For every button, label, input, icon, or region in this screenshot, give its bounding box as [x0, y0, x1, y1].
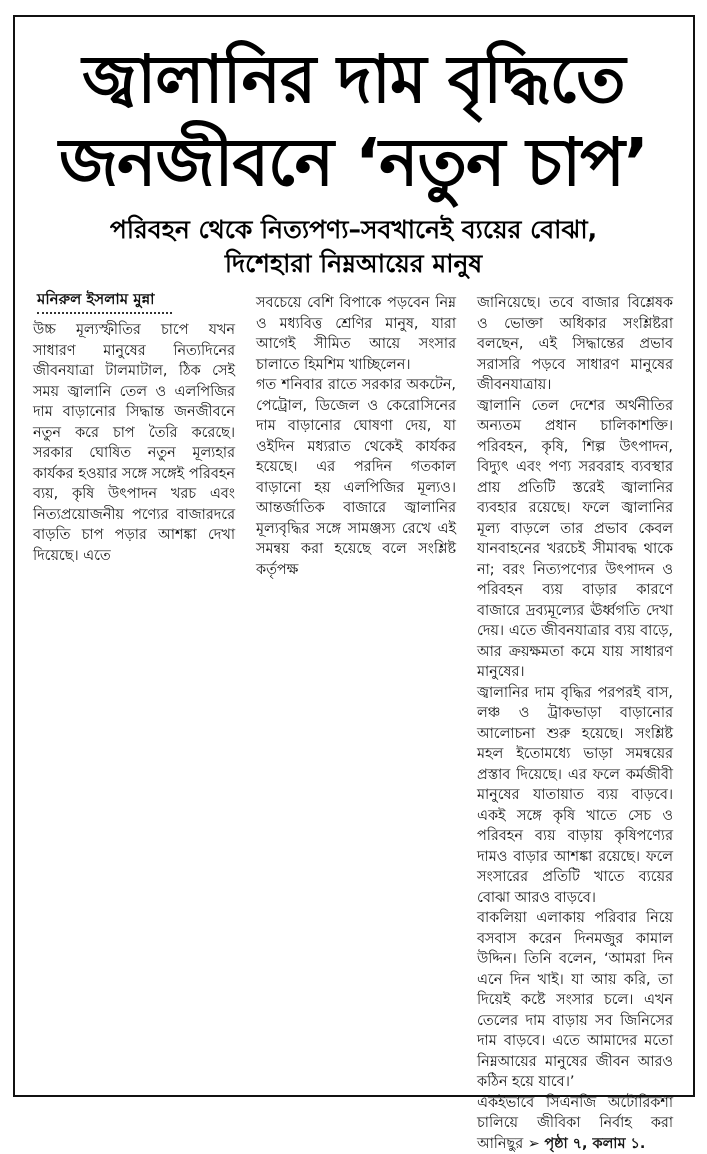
arrow-right-icon: ➢ — [528, 1136, 540, 1152]
byline: মনিরুল ইসলাম মুন্না — [37, 289, 172, 314]
paragraph: জানিয়েছে। তবে বাজার বিশ্লেষক ও ভোক্তা অধিকার সংশ্লিষ্টরা বলছেন, এই সিদ্ধান্তের প্রভাব সরাসরি পড়বে সাধারণ মানুষের জীবনযাত্রায়। — [477, 293, 673, 396]
continued-on-page-link[interactable]: পৃষ্ঠা ৭, কলাম ১. — [544, 1136, 645, 1152]
paragraph: গত শনিবার রাতে সরকার অকটেন, পেট্রোল, ডিজেল ও কেরোসিনের দাম বাড়ানোর ঘোষণা দেয়, যা ওইদিন মধ্যরাত থেকেই কার্যকর হয়েছে। এর পরদিন গতকাল বাড়ানো হয় এলপিজির মূল্যও। আন্তর্জাতিক বাজারে জ্বালানির মূল্যবৃদ্ধির সঙ্গে সামঞ্জস্য রেখে এই সমন্বয় করা হয়েছে বলে সংশ্লিষ্ট কর্তৃপক্ষ — [256, 375, 456, 580]
paragraph: একইভাবে সিএনজি অটোরিকশা চালিয়ে জীবিকা নির্বাহ করা আনিছুর — [477, 1095, 673, 1152]
paragraph: বাকলিয়া এলাকায় পরিবার নিয়ে বসবাস করেন দিনমজুর কামাল উদ্দিন। তিনি বলেন, ‘আমরা দিন এনে দিন খাই। যা আয় করি, তা দিয়েই কষ্টে সংসার চলে। এখন তেলের দাম বাড়ায় সব জিনিসের দাম বাড়বে। এতে আমাদের মতো নিম্নআয়ের মানুষের জীবন আরও কঠিন হয়ে যাবে।’ — [477, 908, 673, 1093]
paragraph-with-jump — [477, 1093, 673, 1154]
paragraph: জ্বালানির দাম বৃদ্ধির পরপরই বাস, লঞ্চ ও ট্রাকভাড়া বাড়ানোর আলোচনা শুরু হয়েছে। সংশ্লিষ্ট মহল ইতোমধ্যে ভাড়া সমন্বয়ের প্রস্তাব দিয়েছে। এর ফলে কর্মজীবী মানুষের যাতায়াত ব্যয় বাড়বে। একই সঙ্গে কৃষি খাতে সেচ ও পরিবহন ব্যয় বাড়ায় কৃষিপণ্যের দামও বাড়ার আশঙ্কা রয়েছে। ফলে সংসারের প্রতিটি খাতে ব্যয়ের বোঝা আরও বাড়বে। — [477, 683, 673, 909]
subheadline-line-2: দিশেহারা নিম্নআয়ের মানুষ — [0, 249, 707, 279]
article-column-3 — [477, 293, 673, 1154]
paragraph: সবচেয়ে বেশি বিপাকে পড়বেন নিম্ন ও মধ্যবিত্ত শ্রেণির মানুষ, যারা আগেই সীমিত আয়ে সংসার চালাতে হিমশিম খাচ্ছিলেন। — [256, 293, 456, 375]
headline-line-1: জ্বালানির দাম বৃদ্ধিতে — [0, 40, 707, 120]
article-column-2 — [256, 293, 456, 580]
subheadline-line-1: পরিবহন থেকে নিত্যপণ্য–সবখানেই ব্যয়ের বোঝা, — [0, 215, 707, 245]
headline-line-2: জনজীবনে ‘নতুন চাপ’ — [0, 123, 707, 203]
paragraph: উচ্চ মূল্যস্ফীতির চাপে যখন সাধারণ মানুষের নিত্যদিনের জীবনযাত্রা টালমাটাল, ঠিক সেই সময় জ্বালানি তেল ও এলপিজির দাম বাড়ানোর সিদ্ধান্ত জনজীবনে নতুন করে চাপ তৈরি করেছে। সরকার ঘোষিত নতুন মূল্যহার কার্যকর হওয়ার সঙ্গে সঙ্গেই পরিবহন ব্যয়, কৃষি উৎপাদন খরচ এবং নিত্যপ্রয়োজনীয় পণ্যের বাজারদরে বাড়তি চাপ পড়ার আশঙ্কা দেখা দিয়েছে। এতে — [33, 320, 235, 566]
paragraph: জ্বালানি তেল দেশের অর্থনীতির অন্যতম প্রধান চালিকাশক্তি। পরিবহন, কৃষি, শিল্প উৎপাদন, বিদ্যুৎ এবং পণ্য সরবরাহ ব্যবস্থার প্রায় প্রতিটি স্তরেই জ্বালানির ব্যবহার রয়েছে। ফলে জ্বালানির মূল্য বাড়লে তার প্রভাব কেবল যানবাহনের খরচেই সীমাবদ্ধ থাকে না; বরং নিত্যপণ্যের উৎপাদন ও পরিবহন ব্যয় বাড়ার কারণে বাজারে দ্রব্যমূল্যের ঊর্ধ্বগতি দেখা দেয়। এতে জীবনযাত্রার ব্যয় বাড়ে, আর ক্রয়ক্ষমতা কমে যায় সাধারণ মানুষের। — [477, 396, 673, 683]
article-column-1 — [33, 320, 235, 566]
